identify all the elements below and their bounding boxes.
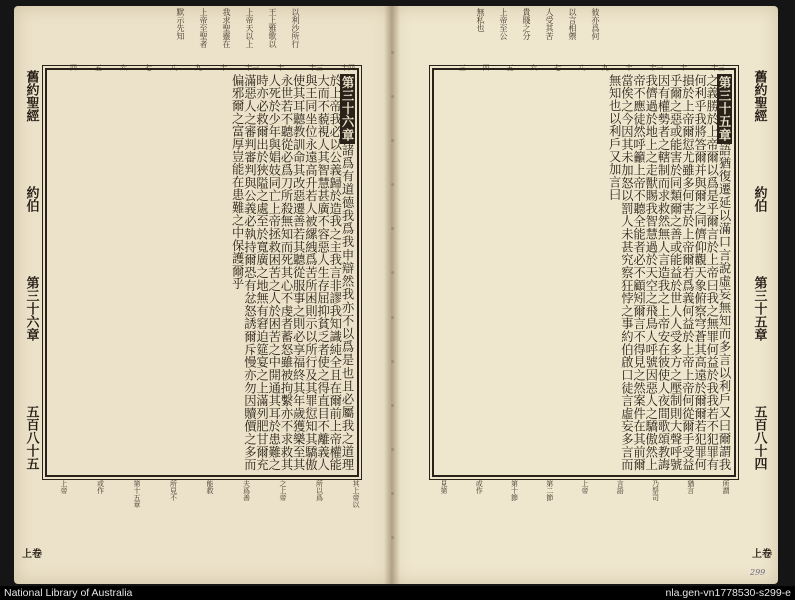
- bottom-note: 乃祭司: [651, 480, 660, 501]
- verse-number: 十二: [277, 64, 291, 72]
- page-number: 五百八十四: [751, 405, 767, 470]
- left-volume-label: 上卷: [22, 549, 42, 560]
- right-text-frame: [432, 68, 736, 477]
- bottom-note: 之上帝: [279, 480, 287, 501]
- left-bottom-notes: [60, 480, 360, 540]
- bottom-note: 言語: [616, 480, 625, 494]
- bottom-note: 所以爲: [315, 480, 324, 501]
- verse-number: 十四: [341, 64, 355, 72]
- bottom-note: 見第: [440, 480, 448, 494]
- top-note: 以利沙所行: [291, 8, 300, 48]
- verse-number: 六: [530, 64, 538, 72]
- verse-number: 十三: [309, 64, 323, 72]
- top-note: 我求聖靈在: [222, 8, 231, 48]
- top-note: 上帝至公: [499, 8, 508, 40]
- bottom-note: 或作: [475, 480, 484, 494]
- verse-number: 十一: [649, 64, 664, 72]
- binding-holes: [391, 30, 395, 560]
- scripture-text: 語猶復遷延以滿口言說虛妄無知而多言以利戶又曰爾謂我之義勝於上帝爾以爲是乎爾言於上帝曰我之無罪何益於我我若不犯罪有何利乎我將答爾并與爾之同儕仰觀天象俯察穹蒼其高遠於爾爾若犯罪何損於上帝爾愆尤雖多何害於上帝爾若爲義何益於上帝上帝何從爾手受益乎爾之惡或能害於同類爾之善或能益於世人人受多方之壓制則大聲呼號因有權勢者之轄制而求救然無人言造我之上帝安在彼使人夜間歌頌教誨我儕過於地上之走獸賜我智慧過於天空之飛鳥人呼號因惡人之驕傲然上帝不應徒然呼籲上帝不聽全能者必不顧矧爾言不得見之然案件在其前爾當俟之今因其未加怒以罰人未甚究察狂悖之事約伯啟口徒言虛妄多言而無知也以利戶又加言曰: [607, 74, 731, 472]
- verse-number: 十: [220, 64, 227, 72]
- bottom-note: 猶言: [686, 480, 695, 494]
- top-note: 無私也: [476, 8, 485, 32]
- verse-number: 十三: [710, 64, 725, 72]
- top-note: 人受其苦: [545, 8, 554, 40]
- verse-number: 十一: [245, 64, 259, 72]
- right-body-text: [438, 74, 730, 471]
- bottom-note: 第十五章: [133, 480, 141, 508]
- bottom-note: 或作: [96, 480, 105, 494]
- right-running-head: [748, 70, 770, 470]
- verse-number: 八: [577, 64, 585, 72]
- bottom-note: 其上帝以: [352, 480, 360, 508]
- bottom-note: 第二節: [545, 480, 554, 501]
- page-number: 五百八十五: [23, 405, 39, 470]
- footer-bar: [0, 586, 795, 600]
- right-bottom-notes: [440, 480, 730, 540]
- top-note: 貴賤之分: [522, 8, 531, 40]
- book-name: 約伯: [751, 186, 767, 212]
- top-note: 上帝天以上: [245, 8, 254, 48]
- chapter-number: 第三十六章: [23, 276, 39, 341]
- book-title: 舊約聖經: [23, 70, 39, 122]
- top-note: 以言相禦: [568, 8, 577, 40]
- book-title: 舊約聖經: [751, 70, 767, 122]
- bottom-note: 上帝: [60, 480, 68, 494]
- verse-number: 十二: [680, 64, 695, 72]
- chapter-heading: 第三十五章: [717, 76, 732, 142]
- bottom-note: 能救: [206, 480, 214, 494]
- book-name: 約伯: [23, 186, 39, 212]
- verse-number: 五: [95, 64, 102, 72]
- scripture-text: 諸爲有道德我爲我申辯然我亦不以爲是也且必屬我之道理於上帝我必以公義歸於造我之主我言非謬我知識純全且在爾前上帝權能大而不藐視人其智慧甚廣不容惡人生存屈抑貧乏者使之得直目不離義人與王同坐位永遠高升若人被縲絏爲苦所困則示以所行及其罪愆知其驕傲使其耳聽教訓命其改惡遷善若其聽從服事之則必享福終其年歲獲樂至其永世若不聽從必爲刀所殺無知而死其心不虔者蓄怒雖被拘繫亦不求救其人死於少年與娼妓同亡上帝拯救困苦之人於困苦之中開通其耳於患難之時亦必救爾出於狹隘之處至於寬廣之地無有窘迫筵宴之上滿列肥甘爾充滿惡人之審判審判與公義必執持爾恐有忿怒誘爾斥慢亦勿因贖價之多而偏邪爾之富厚豈能在患難之中保護爾乎: [230, 74, 354, 472]
- verse-number: 九: [601, 64, 609, 72]
- left-body-text: [51, 74, 353, 471]
- top-note: 彼亦爲何: [591, 8, 600, 40]
- verse-number: 六: [120, 64, 127, 72]
- chapter-heading: 第三十六章: [340, 76, 355, 142]
- top-note: 默示先知: [176, 8, 185, 40]
- verse-number: 三: [458, 64, 466, 72]
- library-name: National Library of Australia: [4, 587, 133, 599]
- right-volume-label: 上卷: [752, 549, 772, 560]
- verse-number: 十: [625, 64, 633, 72]
- verse-number: 七: [145, 64, 152, 72]
- top-note: 上帝至聖者: [199, 8, 208, 48]
- bottom-note: 所見不: [169, 480, 178, 501]
- left-top-notes: [150, 8, 300, 52]
- verse-number: 七: [554, 64, 562, 72]
- chapter-number: 第三十五章: [751, 276, 767, 341]
- pencil-mark: 299: [750, 568, 766, 577]
- left-running-head: [20, 70, 42, 470]
- left-text-frame: [45, 68, 359, 477]
- bottom-note: 上帝: [581, 480, 589, 494]
- right-top-notes: [440, 8, 600, 52]
- bottom-note: 夫爲善: [242, 480, 251, 501]
- verse-number: 二: [435, 64, 442, 72]
- verse-number: 四: [70, 64, 77, 72]
- verse-number: 四: [482, 64, 490, 72]
- bottom-note: 所謂: [722, 480, 730, 494]
- verse-number: 八: [170, 64, 177, 72]
- verse-number: 九: [195, 64, 202, 72]
- bottom-note: 第十節: [510, 480, 519, 501]
- verse-number: 五: [506, 64, 514, 72]
- item-identifier: nla.gen-vn1778530-s299-e: [665, 587, 791, 599]
- top-note: 王上雅歌以: [268, 8, 277, 48]
